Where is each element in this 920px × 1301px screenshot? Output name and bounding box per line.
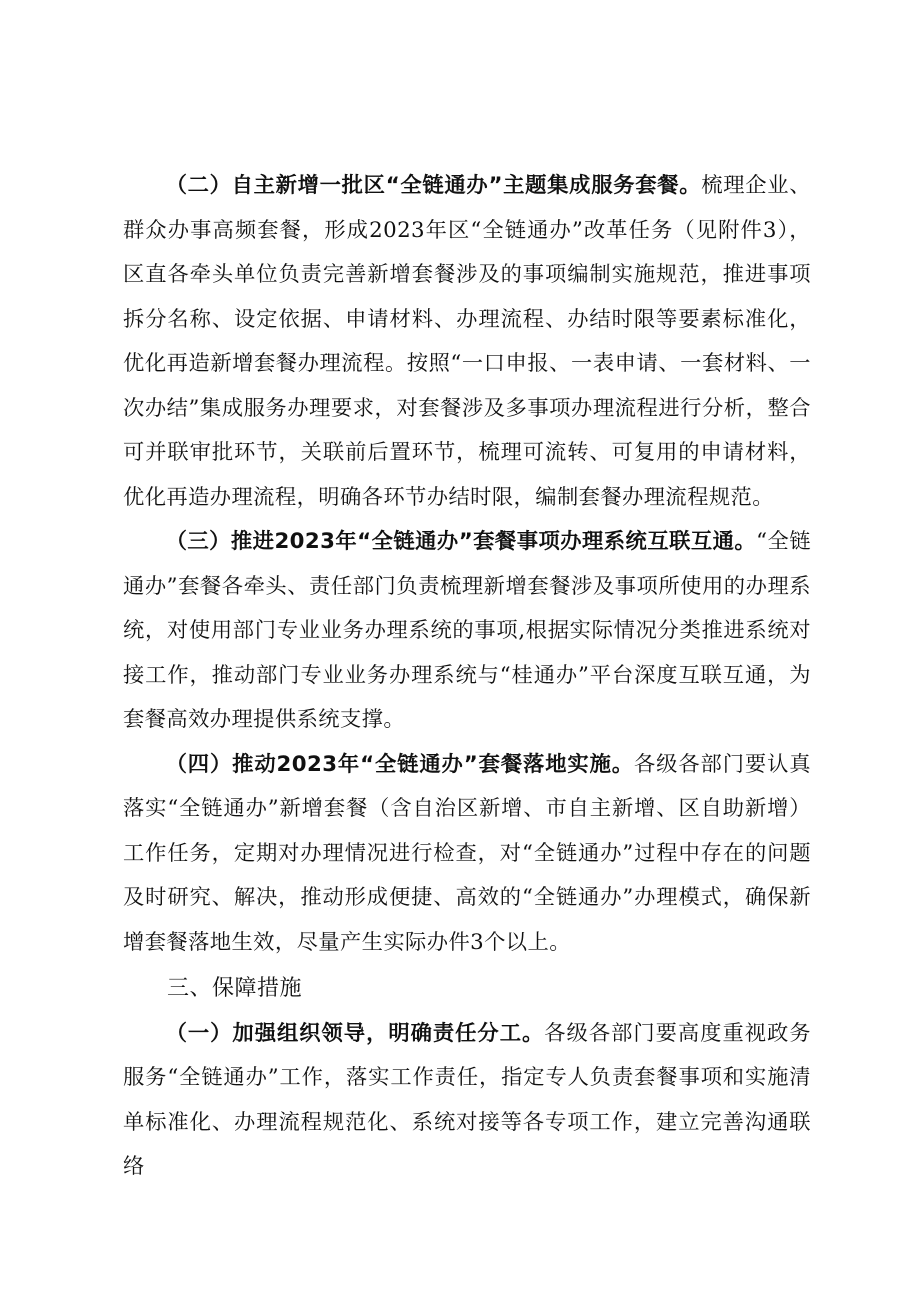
paragraph-4-text: 各级各部门要认真落实“全链通办”新增套餐（含自治区新增、市自主新增、区自助新增）工作任务，定期对办理情况进行检查，对“全链通办”过程中存在的问题及时研究、解决，推动形成便捷、高效的“全链通办”办理模式，确保新增套餐落地生效，尽量产生实际办件3个以上。 [123,751,811,955]
safeguard-paragraph-1-text: 各级各部门要高度重视政务服务“全链通办”工作，落实工作责任，指定专人负责套餐事项和实施清单标准化、办理流程规范化、系统对接等各专项工作，建立完善沟通联络 [123,1020,811,1179]
paragraph-3 [123,520,811,743]
paragraph-4 [123,743,811,966]
safeguard-paragraph-1 [123,1012,811,1190]
section-heading-safeguards: 三、保障措施 [167,976,303,1001]
paragraph-3-text: “全链通办”套餐各牵头、责任部门负责梳理新增套餐涉及事项所使用的办理系统，对使用部门专业业务办理系统的事项,根据实际情况分类推进系统对接工作，推动部门专业业务办理系统与“桂通办”平台深度互联互通，为套餐高效办理提供系统支撑。 [123,529,811,732]
paragraph-3-heading: （三）推进2023年“全链通办”套餐事项办理系统互联互通。 [165,529,757,554]
paragraph-2 [123,164,811,520]
document-body [123,164,811,1190]
safeguard-paragraph-1-heading: （一）加强组织领导，明确责任分工。 [165,1020,545,1046]
paragraph-4-heading: （四）推动2023年“全链通办”套餐落地实施。 [165,751,634,777]
paragraph-2-text: 梳理企业、群众办事高频套餐，形成2023年区“全链通办”改革任务（见附件3），区直各牵头单位负责完善新增套餐涉及的事项编制实施规范，推进事项拆分名称、设定依据、申请材料、办理流程、办结时限等要素标准化，优化再造新增套餐办理流程。按照“一口申报、一表申请、一套材料、一次办结”集成服务办理要求，对套餐涉及多事项办理流程进行分析，整合可并联审批环节，关联前后置环节，梳理可流转、可复用的申请材料，优化再造办理流程，明确各环节办结时限，编制套餐办理流程规范。 [123,173,811,510]
paragraph-2-heading: （二）自主新增一批区“全链通办”主题集成服务套餐。 [165,173,702,198]
